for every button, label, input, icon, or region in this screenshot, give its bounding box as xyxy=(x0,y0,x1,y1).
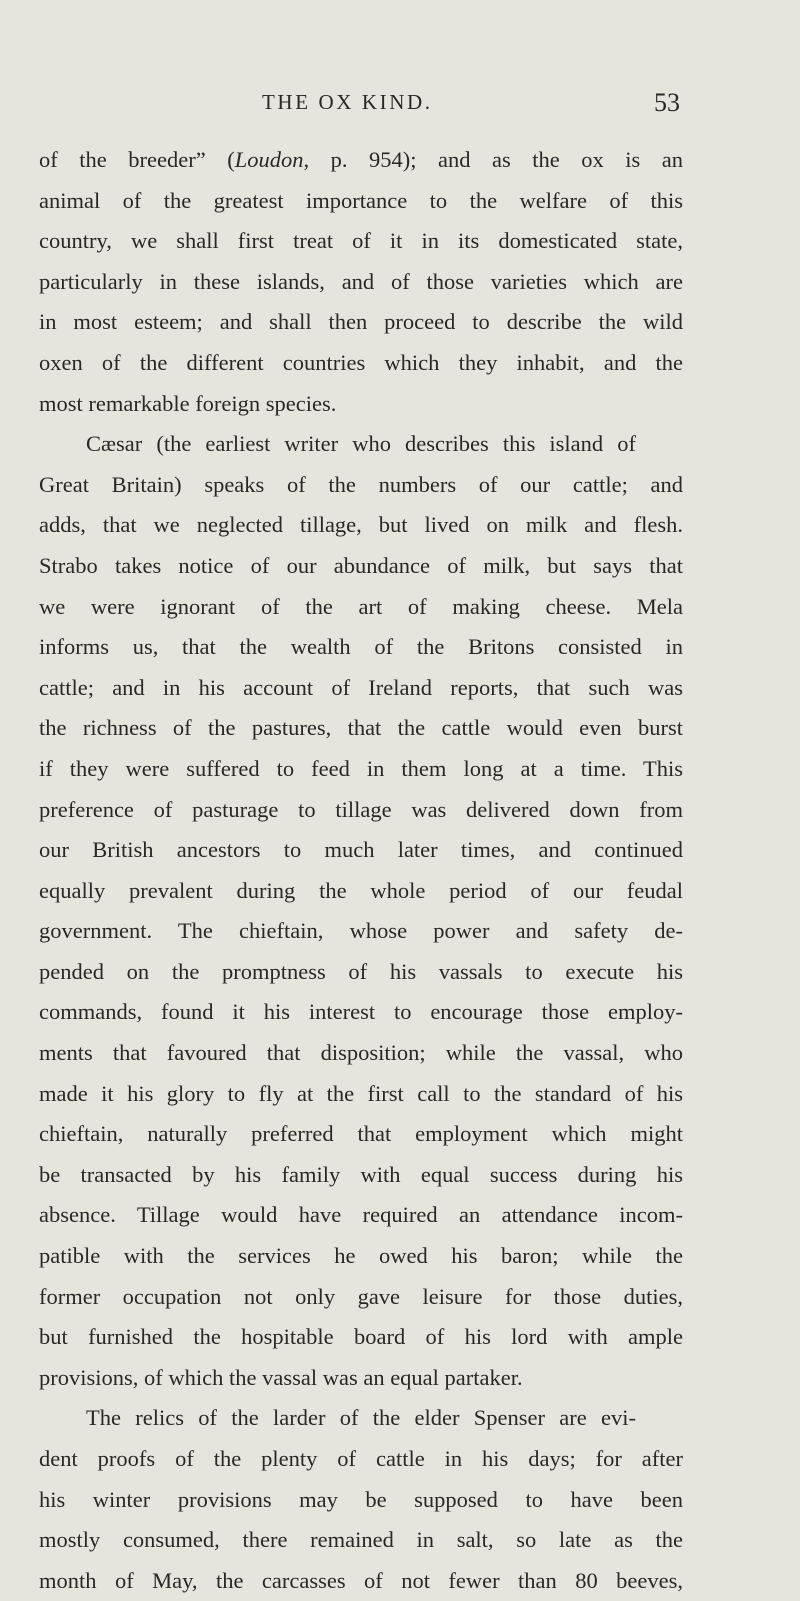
text-line-content: adds, that we neglected tillage, but lived on milk and flesh. xyxy=(39,512,683,538)
body-text xyxy=(39,140,683,1601)
text-line xyxy=(39,1074,683,1115)
text-line-content: commands, found it his interest to encourage those employ- xyxy=(39,999,683,1025)
text-line xyxy=(39,668,683,709)
text-line xyxy=(39,1195,683,1236)
text-line xyxy=(39,424,683,465)
text-line xyxy=(39,262,683,303)
text-line xyxy=(39,465,683,506)
text-line xyxy=(39,749,683,790)
text-line-content: ments that favoured that disposition; while the vassal, who xyxy=(39,1040,683,1066)
text-line-content: government. The chieftain, whose power and safety de- xyxy=(39,918,683,944)
text-line xyxy=(39,627,683,668)
text-line-content: Great Britain) speaks of the numbers of our cattle; and xyxy=(39,471,683,497)
text-line xyxy=(39,1358,683,1399)
text-line-content: oxen of the different countries which they inhabit, and the xyxy=(39,349,683,375)
text-line-content: of the breeder” (Loudon, p. 954); and as the ox is an xyxy=(39,147,683,172)
text-line xyxy=(39,1114,683,1155)
text-line-content: most remarkable foreign species. xyxy=(39,390,337,416)
running-title: THE OX KIND. xyxy=(262,90,433,114)
text-line-content: the richness of the pastures, that the cattle would even burst xyxy=(39,715,683,741)
text-line xyxy=(39,871,683,912)
text-line xyxy=(39,302,683,343)
text-line xyxy=(39,1033,683,1074)
text-line xyxy=(39,1277,683,1318)
text-line-content: equally prevalent during the whole period of our feudal xyxy=(39,877,683,903)
text-line-content: former occupation not only gave leisure for those duties, xyxy=(39,1283,683,1309)
text-line-content: chieftain, naturally preferred that employment which might xyxy=(39,1121,683,1147)
text-line-content: made it his glory to fly at the first call to the standard of his xyxy=(39,1080,683,1106)
text-line xyxy=(39,1520,683,1561)
text-line xyxy=(39,952,683,993)
text-line xyxy=(39,830,683,871)
text-line-content: be transacted by his family with equal success during his xyxy=(39,1161,683,1187)
text-line-content: mostly consumed, there remained in salt, so late as the xyxy=(39,1527,683,1553)
text-line xyxy=(39,1155,683,1196)
text-line-content: informs us, that the wealth of the Britons consisted in xyxy=(39,634,683,660)
text-line-content: but furnished the hospitable board of his lord with ample xyxy=(39,1324,683,1350)
text-line xyxy=(39,1236,683,1277)
text-line-content: absence. Tillage would have required an attendance incom- xyxy=(39,1202,683,1228)
text-line xyxy=(39,343,683,384)
page-number: 53 xyxy=(654,88,680,117)
text-line-content: cattle; and in his account of Ireland reports, that such was xyxy=(39,674,683,700)
text-line-content: his winter provisions may be supposed to have been xyxy=(39,1486,683,1512)
text-line-content: The relics of the larder of the elder Spenser are evi- xyxy=(86,1405,636,1431)
text-line xyxy=(39,911,683,952)
text-line xyxy=(39,790,683,831)
text-line xyxy=(39,708,683,749)
text-line xyxy=(39,992,683,1033)
text-line xyxy=(39,546,683,587)
text-line-content: preference of pasturage to tillage was delivered down from xyxy=(39,796,683,822)
text-line xyxy=(39,384,683,425)
text-line-content: if they were suffered to feed in them long at a time. This xyxy=(39,755,683,781)
text-line xyxy=(39,221,683,262)
text-line-content: month of May, the carcasses of not fewer than 80 beeves, xyxy=(39,1567,683,1593)
text-line-content: dent proofs of the plenty of cattle in his days; for after xyxy=(39,1446,683,1471)
text-line xyxy=(39,181,683,222)
text-line-content: Cæsar (the earliest writer who describes this island of xyxy=(86,431,636,457)
text-line xyxy=(39,505,683,546)
text-line xyxy=(39,587,683,628)
text-line xyxy=(39,1480,683,1521)
text-line-content: in most esteem; and shall then proceed to describe the wild xyxy=(39,309,683,335)
text-line-content: Strabo takes notice of our abundance of milk, but says that xyxy=(39,552,683,578)
text-line xyxy=(39,140,683,181)
text-line-content: country, we shall first treat of it in its domesticated state, xyxy=(39,228,683,254)
text-line xyxy=(39,1561,683,1601)
text-line-content: particularly in these islands, and of those varieties which are xyxy=(39,268,683,294)
text-line xyxy=(39,1439,683,1480)
text-line-content: our British ancestors to much later times, and continued xyxy=(39,837,683,863)
text-line-content: pended on the promptness of his vassals to execute his xyxy=(39,958,683,984)
text-line xyxy=(39,1317,683,1358)
text-line-content: provisions, of which the vassal was an equal partaker. xyxy=(39,1364,523,1390)
text-line-content: patible with the services he owed his baron; while the xyxy=(39,1243,683,1269)
text-line-content: we were ignorant of the art of making cheese. Mela xyxy=(39,593,683,619)
text-line-content: animal of the greatest importance to the welfare of this xyxy=(39,187,683,213)
running-head xyxy=(0,86,800,126)
citation-author: Loudon xyxy=(234,147,304,172)
